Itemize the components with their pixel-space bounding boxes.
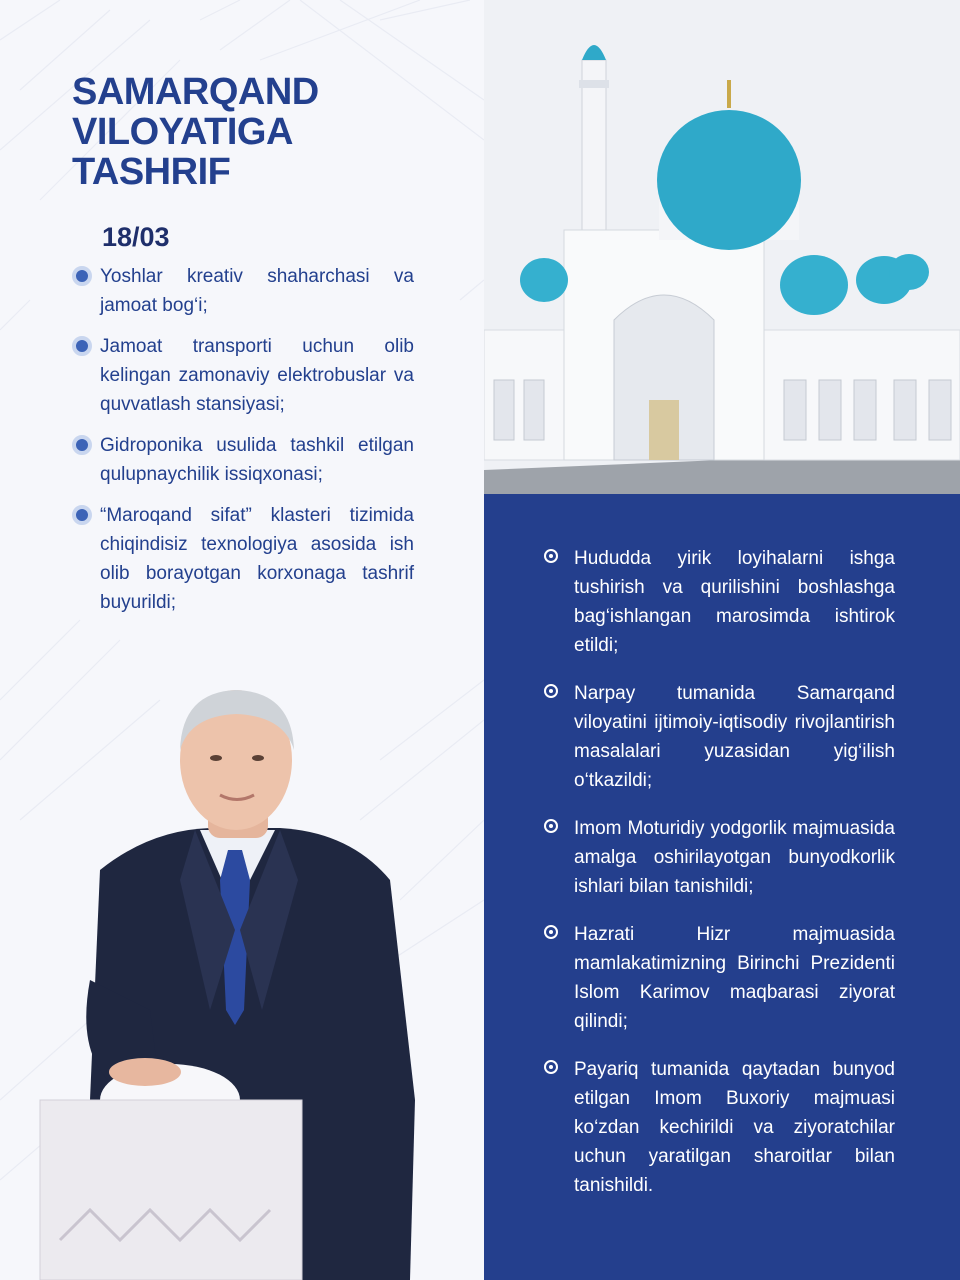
list-item [72, 431, 414, 489]
list-item-text: Yoshlar kreativ shaharchasi va jamoat bog‘i; [100, 266, 414, 316]
bullet-icon [544, 684, 558, 698]
list-item-text: Payariq tumanida qaytadan bunyod etilgan Imom Buxoriy majmuasi ko‘zdan kechirildi va ziyoratchilar uchun yaratilgan sharoitlar bilan tanishildi. [574, 1059, 895, 1196]
list-item [72, 501, 414, 617]
list-item [544, 544, 895, 660]
bullet-icon [544, 925, 558, 939]
page-title [72, 72, 452, 192]
title-line-3: TASHRIF [72, 151, 231, 193]
list-item [544, 920, 895, 1036]
list-item-text: Imom Moturidiy yodgorlik majmuasida amalga oshirilayotgan bunyodkorlik ishlari bilan tanishildi; [574, 818, 895, 897]
title-line-1: SAMARQAND [72, 71, 319, 113]
list-item [544, 679, 895, 795]
list-item-text: Jamoat transporti uchun olib kelingan zamonaviy elektrobuslar va quvvatlash stansiyasi; [100, 336, 414, 415]
list-item-text: Hazrati Hizr majmuasida mamlakatimizning Birinchi Prezidenti Islom Karimov maqbarasi ziyorat qilindi; [574, 924, 895, 1032]
list-item-text: Hududda yirik loyihalarni ishga tushirish va qurilishini boshlashga bag‘ishlangan marosimda ishtirok etildi; [574, 548, 895, 656]
title-line-2: VILOYATIGA [72, 111, 293, 153]
bullet-icon [72, 505, 92, 525]
bullet-icon [544, 549, 558, 563]
list-item-text: Narpay tumanida Samarqand viloyatini ijtimoiy-iqtisodiy rivojlantirish masalalari yuzasidan yig‘ilish o‘tkazildi; [574, 683, 895, 791]
list-item [544, 814, 895, 901]
mosque-illustration [484, 0, 960, 494]
bullet-icon [72, 435, 92, 455]
list-item-text: “Maroqand sifat” klasteri tizimida chiqindisiz texnologiya asosida ish olib borayotgan korxonaga tashrif buyurildi; [100, 505, 414, 613]
bullet-icon [72, 266, 92, 286]
bullet-icon [544, 1060, 558, 1074]
bullet-icon [72, 336, 92, 356]
person-photo [30, 680, 430, 1280]
list-item [72, 262, 414, 320]
list-item-text: Gidroponika usulida tashkil etilgan qulupnaychilik issiqxonasi; [100, 435, 414, 485]
visit-date: 18/03 [102, 222, 170, 252]
bullet-icon [544, 819, 558, 833]
left-list [72, 262, 414, 629]
list-item [72, 332, 414, 419]
mosque-photo [484, 0, 960, 494]
list-item [544, 1055, 895, 1200]
right-list [544, 544, 895, 1219]
